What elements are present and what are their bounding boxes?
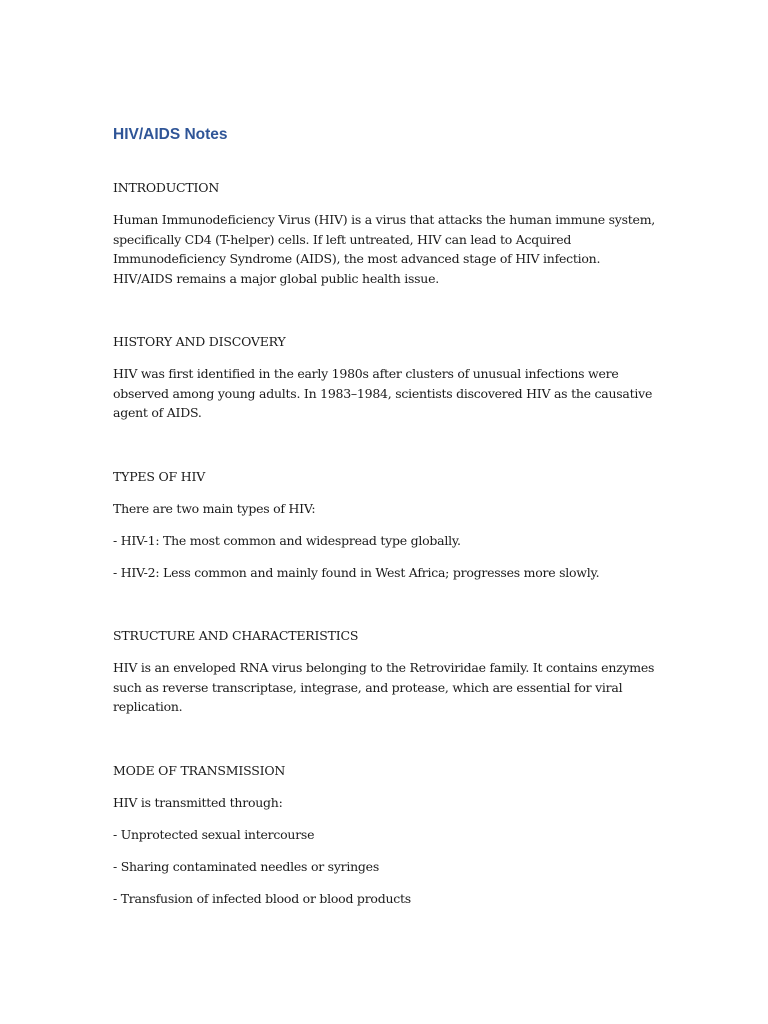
section-heading: TYPES OF HIV <box>113 468 206 484</box>
document-title: HIV/AIDS Notes <box>113 126 228 143</box>
section-types <box>113 467 658 583</box>
section-heading: MODE OF TRANSMISSION <box>113 762 286 778</box>
section-heading: HISTORY AND DISCOVERY <box>113 334 286 349</box>
list-item: - HIV-2: Less common and mainly found in West Africa; progresses more slowly. <box>113 565 600 580</box>
section-transmission <box>113 761 658 909</box>
section-paragraph: HIV is transmitted through: <box>113 794 283 810</box>
section-history <box>113 332 658 423</box>
section-paragraph: HIV was first identified in the early 1980s after clusters of unusual infections were observed among young adults. In 1983–1984, scientists discovered HIV as the causative agent of AIDS. <box>113 366 653 420</box>
section-structure <box>113 626 658 717</box>
list-item: - Transfusion of infected blood or blood products <box>113 891 411 906</box>
list-item: - Unprotected sexual intercourse <box>113 827 315 842</box>
list-item: - HIV-1: The most common and widespread type globally. <box>113 533 461 548</box>
section-paragraph: There are two main types of HIV: <box>113 500 316 516</box>
section-heading: INTRODUCTION <box>113 180 220 195</box>
section-paragraph: Human Immunodeficiency Virus (HIV) is a virus that attacks the human immune system, specifically CD4 (T-helper) cells. If left untreated, HIV can lead to Acquired Immunodeficiency Syndrome (AIDS), the most advanced stage of HIV infection. HIV/AIDS remains a major global public health issue. <box>113 212 656 286</box>
section-paragraph: HIV is an enveloped RNA virus belonging to the Retroviridae family. It contains enzymes such as reverse transcriptase, integrase, and protease, which are essential for viral replication. <box>113 660 655 714</box>
section-heading: STRUCTURE AND CHARACTERISTICS <box>113 628 359 643</box>
section-introduction <box>113 178 658 288</box>
list-item: - Sharing contaminated needles or syringes <box>113 859 379 874</box>
title-spacer <box>113 146 658 178</box>
